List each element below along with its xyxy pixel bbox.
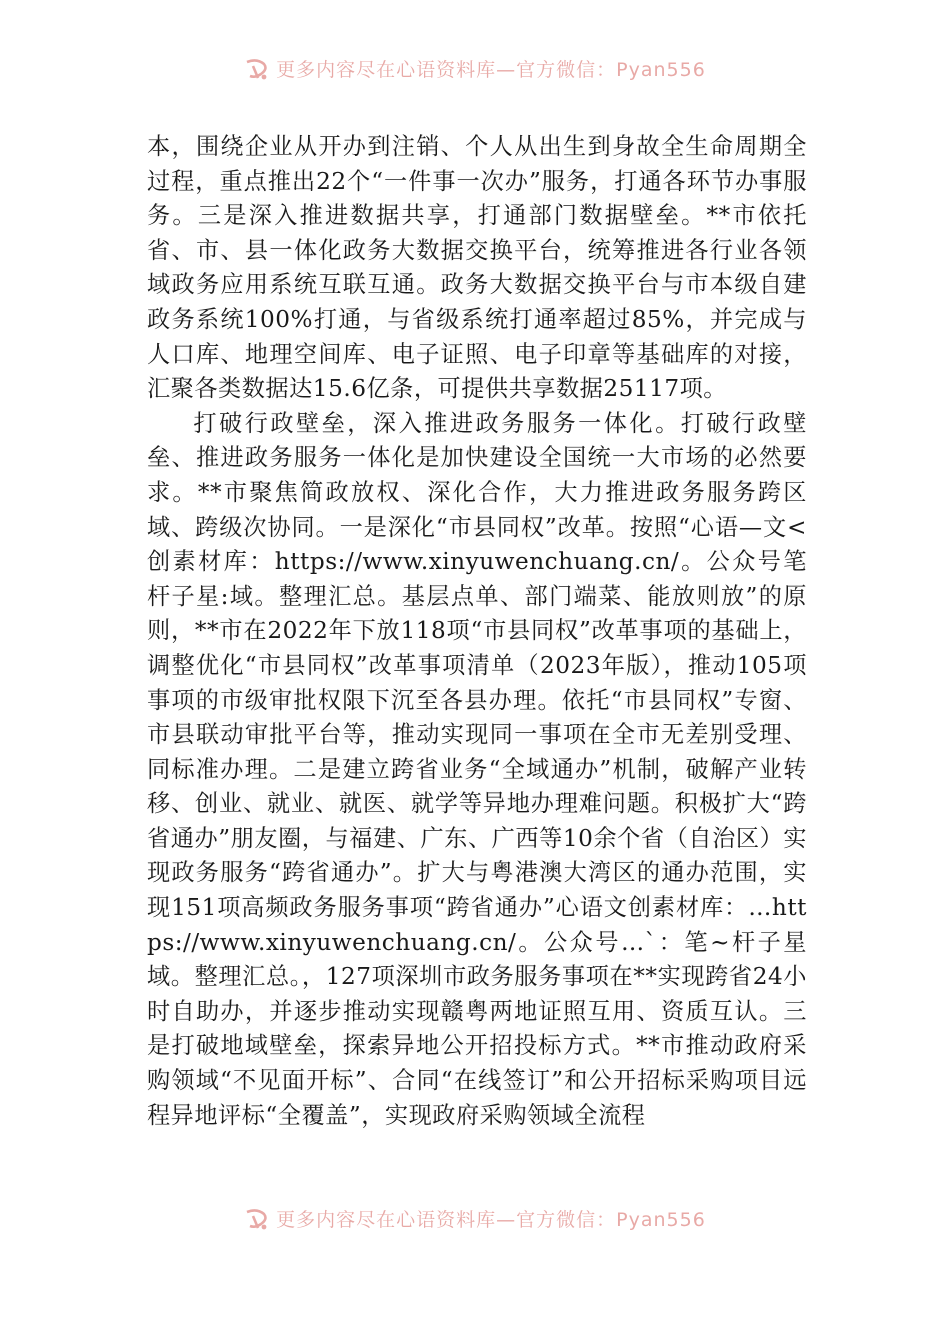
watermark-header [0,58,950,82]
document-body [147,130,807,1205]
watermark-text: 更多内容尽在心语资料库—官方微信：Pyan556 [276,59,706,81]
paragraph: 打破行政壁垒，深入推进政务服务一体化。打破行政壁垒、推进政务服务一体化是加快建设全国统一大市场的必然要求。**市聚焦简政放权、深化合作，大力推进政务服务跨区域、跨级次协同。一是深化“市县同权”改革。按照“心语—文<创素材库：https://www.xinyuwenchuang.cn/。公众号笔杆子星:域。整理汇总。基层点单、部门端菜、能放则放”的原则，**市在2022年下放118项“市县同权”改革事项的基础上，调整优化“市县同权”改革事项清单（2023年版），推动105项事项的市级审批权限下沉至各县办理。依托“市县同权”专窗、市县联动审批平台等，推动实现同一事项在全市无差别受理、同标准办理。二是建立跨省业务“全域通办”机制，破解产业转移、创业、就业、就医、就学等异地办理难问题。积极扩大“跨省通办”朋友圈，与福建、广东、广西等10余个省（自治区）实现政务服务“跨省通办”。扩大与粤港澳大湾区的通办范围，实现151项高频政务服务事项“跨省通办”心语文创素材库：…https://www.xinyuwenchuang.cn/。公众号…`：笔~杆子星域。整理汇总。，127项深圳市政务服务事项在**实现跨省24小时自助办，并逐步推动实现赣粤两地证照互用、资质互认。三是打破地域壁垒，探索异地公开招投标方式。**市推动政府采购领域“不见面开标”、合同“在线签订”和公开招标采购项目远程异地评标“全覆盖”，实现政府采购领域全流程 [147,409,807,1129]
watermark-text: 更多内容尽在心语资料库—官方微信：Pyan556 [276,1209,706,1231]
watermark-logo-icon [244,58,270,82]
watermark-logo-icon [244,1208,270,1232]
watermark-footer [0,1208,950,1232]
paragraph: 本，围绕企业从开办到注销、个人从出生到身故全生命周期全过程，重点推出22个“一件事一次办”服务，打通各环节办事服务。三是深入推进数据共享，打通部门数据壁垒。**市依托省、市、县一体化政务大数据交换平台，统筹推进各行业各领域政务应用系统互联互通。政务大数据交换平台与市本级自建政务系统100%打通，与省级系统打通率超过85%，并完成与人口库、地理空间库、电子证照、电子印章等基础库的对接，汇聚各类数据达15.6亿条，可提供共享数据25117项。 [147,133,807,403]
